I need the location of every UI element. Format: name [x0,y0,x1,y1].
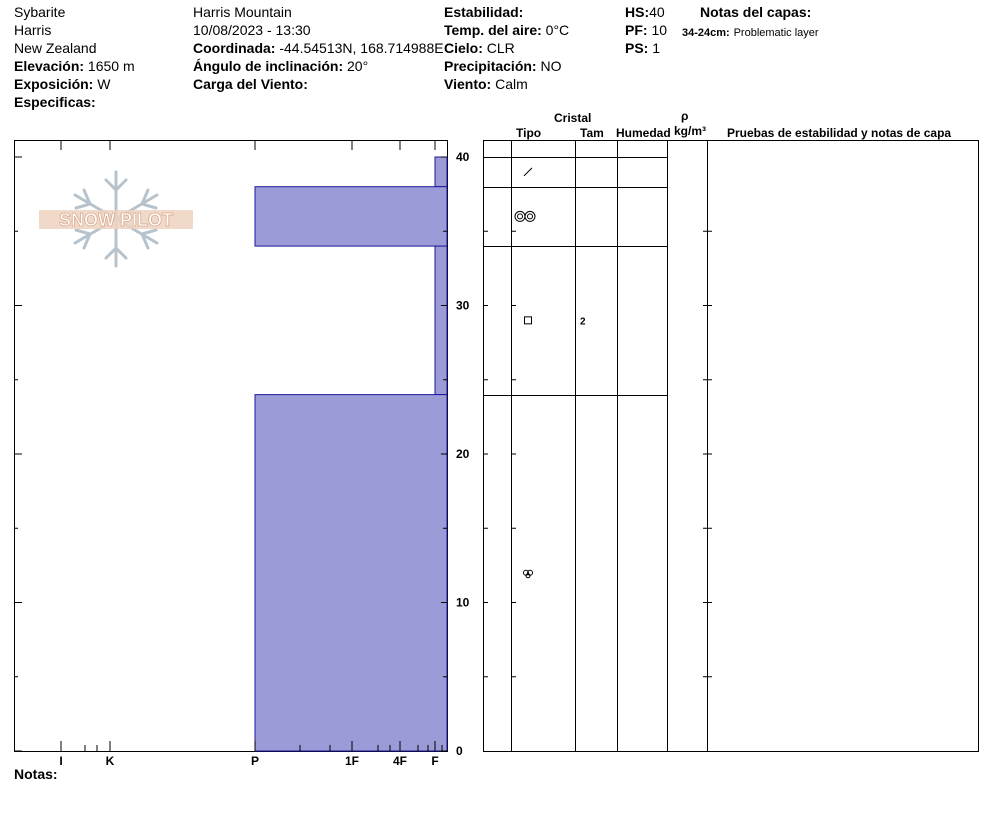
col-density-unit: kg/m³ [674,124,707,138]
slope-label: Ángulo de inclinación: [193,58,344,74]
rounded-grains-cluster-icon [524,570,533,578]
depth-label-20: 20 [456,447,470,461]
pf-value: 10 [651,22,668,38]
hardness-label-1F: 1F [344,754,360,768]
ps-label: PS: [625,40,649,56]
layer-bar-2 [255,187,447,246]
col-cristal: Cristal [554,111,592,125]
slope-value: 20° [347,58,369,74]
country-name: New Zealand [14,40,97,56]
specifics-label: Especificas: [14,94,96,110]
col-tipo: Tipo [516,126,542,140]
ps-value: 1 [652,40,661,56]
depth-label-30: 30 [456,298,470,313]
air-temp-value: 0°C [545,22,570,38]
hardness-label-K: K [105,754,115,768]
hardness-label-F: F [431,754,439,768]
precip-label: Precipitación: [444,58,537,74]
hardness-label-P: P [250,754,260,768]
precipitation-particle-slash-icon [524,168,532,176]
depth-label-0: 0 [456,744,463,758]
coords-label: Coordinada: [193,40,276,56]
layer-table [484,140,979,752]
depth-label-40: 40 [456,150,470,164]
layer-note-range: 34-24cm: [682,27,730,39]
notes-label: Notas: [14,766,58,782]
layer-bars [255,157,447,751]
hardness-label-4F: 4F [392,754,408,768]
observer-name: Sybarite [14,4,66,20]
col-stability-notes: Pruebas de estabilidad y notas de capa [727,126,952,140]
elevation-label: Elevación: [14,58,85,74]
layer-bar-4 [255,395,447,751]
coords-value: -44.54513N, 168.714988E [279,40,444,56]
layer-note-text: Problematic layer [733,27,819,39]
sky-label: Cielo: [444,40,483,56]
layer-table-ticks [483,231,712,677]
hardness-label-I: I [59,754,63,768]
location-name: Harris Mountain [193,4,292,20]
layer-notes-label: Notas del capas: [700,4,812,20]
region-name: Harris [14,22,52,38]
stability-label: Estabilidad: [444,4,524,20]
hs-value: 40 [649,4,665,20]
faceted-crystal-square-icon [525,317,532,324]
air-temp-label: Temp. del aire: [444,22,542,38]
observation-datetime: 10/08/2023 - 13:30 [193,22,311,38]
aspect-value: W [97,76,111,92]
surface-hoar-double-circle-icon [515,211,535,221]
layer-bar-3 [435,246,447,395]
pf-label: PF: [625,22,648,38]
logo-text: SNOW PILOT [59,210,173,230]
aspect-label: Exposición: [14,76,94,92]
sky-value: CLR [486,40,515,56]
wind-label: Viento: [444,76,492,92]
depth-label-10: 10 [456,595,470,610]
snowpilot-logo [39,172,193,266]
wind-value: Calm [495,76,528,92]
wind-load-label: Carga del Viento: [193,76,308,92]
table-frame [484,141,979,752]
precip-value: NO [540,58,562,74]
col-humedad: Humedad [616,126,671,140]
col-rho: ρ [681,109,689,123]
grain-size-value: 2 [580,316,586,328]
hs-label: HS: [625,4,650,20]
col-tam: Tam [580,126,604,140]
layer-bar-1 [435,157,447,187]
elevation-value: 1650 m [87,58,135,74]
